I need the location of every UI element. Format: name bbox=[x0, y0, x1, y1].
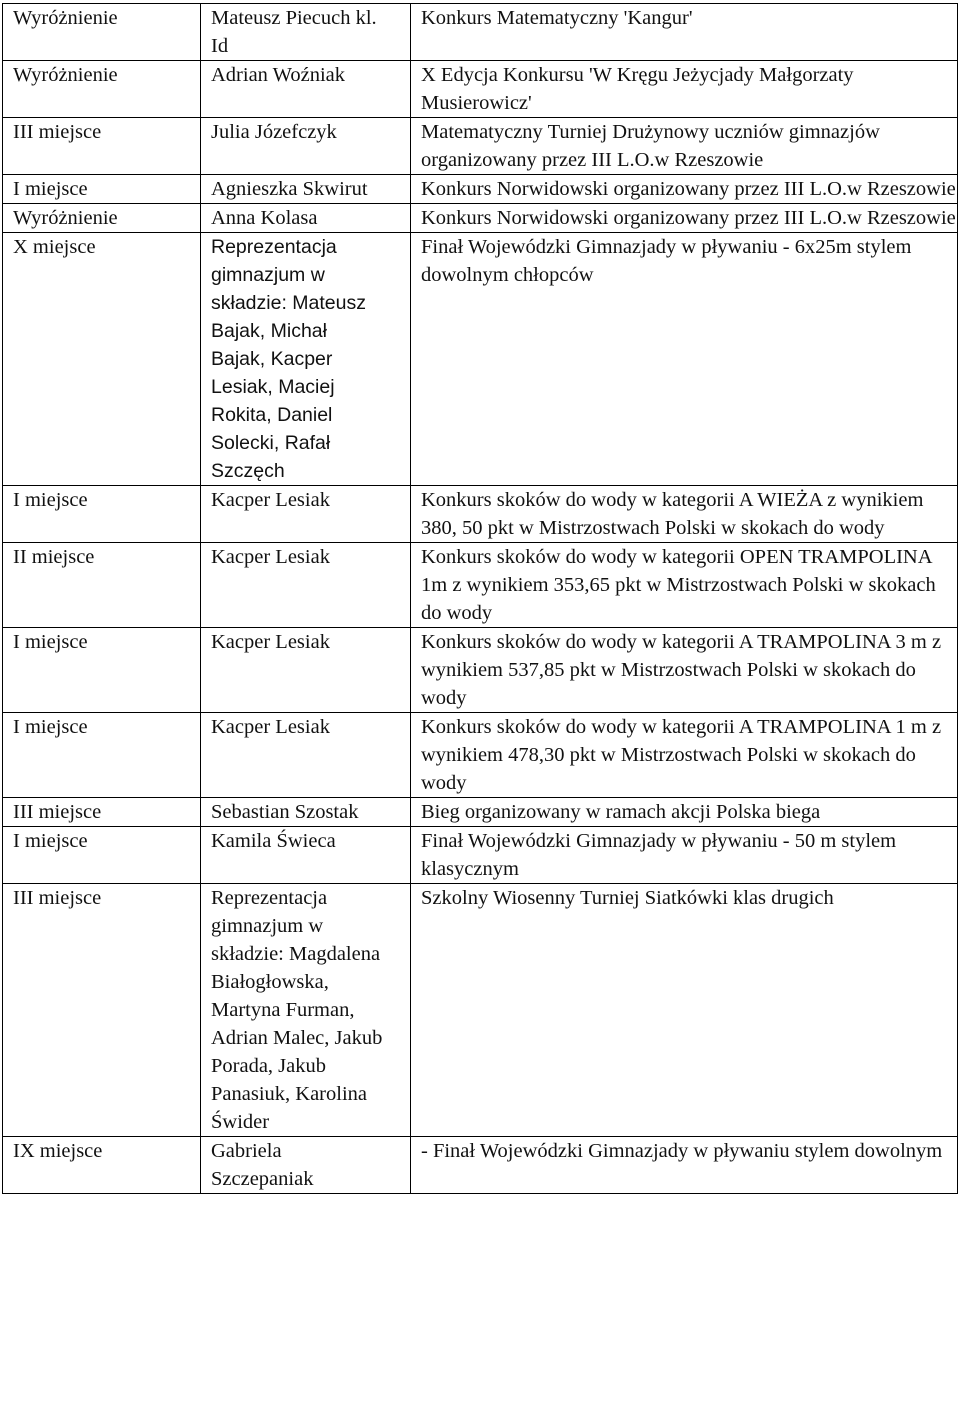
participant-name: Kacper Lesiak bbox=[211, 546, 330, 568]
event-text: Konkurs skoków do wody w kategorii A WIEŻA z wynikiem 380, 50 pkt w Mistrzostwach Polski w skokach do wody bbox=[421, 489, 924, 539]
participant-cell bbox=[201, 543, 411, 628]
table-row bbox=[3, 628, 958, 713]
event-cell bbox=[411, 884, 958, 1137]
participant-name: Julia Józefczyk bbox=[211, 121, 337, 143]
participant-name: Agnieszka Skwirut bbox=[211, 178, 368, 200]
table-row bbox=[3, 175, 958, 204]
place-cell: I miejsce bbox=[3, 175, 201, 204]
event-cell bbox=[411, 798, 958, 827]
place-cell: IX miejsce bbox=[3, 1137, 201, 1194]
event-text: Finał Wojewódzki Gimnazjady w pływaniu - 6x25m stylem dowolnym chłopców bbox=[421, 236, 912, 286]
participant-cell bbox=[201, 827, 411, 884]
table-row bbox=[3, 827, 958, 884]
place-cell: III miejsce bbox=[3, 884, 201, 1137]
event-text: Konkurs Norwidowski organizowany przez III L.O.w Rzeszowie bbox=[421, 207, 956, 229]
event-cell bbox=[411, 486, 958, 543]
event-cell: Konkurs Matematyczny 'Kangur' bbox=[411, 4, 958, 61]
participant-name: Kacper Lesiak bbox=[211, 631, 330, 653]
event-cell bbox=[411, 1137, 958, 1194]
event-cell bbox=[411, 175, 958, 204]
table-row bbox=[3, 4, 958, 61]
event-cell bbox=[411, 233, 958, 486]
table-row bbox=[3, 884, 958, 1137]
participant-cell bbox=[201, 798, 411, 827]
participant-cell bbox=[201, 118, 411, 175]
event-cell bbox=[411, 628, 958, 713]
table-row bbox=[3, 1137, 958, 1194]
participant-name: Adrian Woźniak bbox=[211, 64, 346, 86]
participant-cell bbox=[201, 486, 411, 543]
participant-name: Sebastian Szostak bbox=[211, 801, 359, 823]
event-text: Bieg organizowany w ramach akcji Polska biega bbox=[421, 801, 821, 823]
table-row bbox=[3, 118, 958, 175]
place-cell: I miejsce bbox=[3, 486, 201, 543]
place-cell: III miejsce bbox=[3, 118, 201, 175]
place-cell: I miejsce bbox=[3, 628, 201, 713]
place-cell: X miejsce bbox=[3, 233, 201, 486]
table-row bbox=[3, 543, 958, 628]
participant-cell bbox=[201, 175, 411, 204]
place-cell: I miejsce bbox=[3, 827, 201, 884]
participant-cell bbox=[201, 628, 411, 713]
participant-name: Kacper Lesiak bbox=[211, 716, 330, 738]
event-cell bbox=[411, 61, 958, 118]
participant-name: Gabriela Szczepaniak bbox=[211, 1140, 314, 1190]
place-cell: II miejsce bbox=[3, 543, 201, 628]
event-cell bbox=[411, 204, 958, 233]
event-cell bbox=[411, 118, 958, 175]
event-text: X Edycja Konkursu 'W Kręgu Jeżycjady Małgorzaty Musierowicz' bbox=[421, 64, 854, 114]
participant-name: Anna Kolasa bbox=[211, 207, 318, 229]
table-row bbox=[3, 798, 958, 827]
table-row bbox=[3, 204, 958, 233]
place-cell: III miejsce bbox=[3, 798, 201, 827]
participant-cell bbox=[201, 233, 411, 486]
place-cell: Wyróżnienie bbox=[3, 204, 201, 233]
participant-cell bbox=[201, 884, 411, 1137]
event-text: Matematyczny Turniej Drużynowy uczniów gimnazjów organizowany przez III L.O.w Rzeszowie bbox=[421, 121, 880, 171]
awards-table bbox=[2, 3, 958, 1194]
participant-cell bbox=[201, 713, 411, 798]
participant-name: Reprezentacja gimnazjum w składzie: Mateusz Bajak, Michał Bajak, Kacper Lesiak, Maciej Rokita, Daniel Solecki, Rafał Szczęch bbox=[211, 236, 366, 482]
participant-name: Kacper Lesiak bbox=[211, 489, 330, 511]
participant-cell bbox=[201, 4, 411, 61]
event-text: Finał Wojewódzki Gimnazjady w pływaniu - 50 m stylem klasycznym bbox=[421, 830, 897, 880]
place-cell: Wyróżnienie bbox=[3, 4, 201, 61]
participant-cell bbox=[201, 1137, 411, 1194]
event-text: Konkurs skoków do wody w kategorii OPEN TRAMPOLINA 1m z wynikiem 353,65 pkt w Mistrzostwach Polski w skokach do wody bbox=[421, 546, 936, 624]
event-cell bbox=[411, 543, 958, 628]
place-cell: I miejsce bbox=[3, 713, 201, 798]
event-text: Konkurs skoków do wody w kategorii A TRAMPOLINA 3 m z wynikiem 537,85 pkt w Mistrzostwach Polski w skokach do wody bbox=[421, 631, 942, 709]
participant-cell bbox=[201, 61, 411, 118]
event-text: - Finał Wojewódzki Gimnazjady w pływaniu stylem dowolnym bbox=[421, 1140, 943, 1162]
event-text: Konkurs Norwidowski organizowany przez III L.O.w Rzeszowie bbox=[421, 178, 956, 200]
participant-name: Reprezentacja gimnazjum w składzie: Magdalena Białogłowska, Martyna Furman, Adrian Malec, Jakub Porada, Jakub Panasiuk, Karolina Świder bbox=[211, 887, 383, 1133]
participant-name: Kamila Świeca bbox=[211, 830, 336, 852]
event-text: Szkolny Wiosenny Turniej Siatkówki klas drugich bbox=[421, 887, 834, 909]
participant-name: Mateusz Piecuch kl. Id bbox=[211, 7, 377, 57]
table-row bbox=[3, 713, 958, 798]
event-cell bbox=[411, 827, 958, 884]
place-cell: Wyróżnienie bbox=[3, 61, 201, 118]
participant-cell bbox=[201, 204, 411, 233]
table-row bbox=[3, 233, 958, 486]
event-cell bbox=[411, 713, 958, 798]
table-row bbox=[3, 61, 958, 118]
event-text: Konkurs skoków do wody w kategorii A TRAMPOLINA 1 m z wynikiem 478,30 pkt w Mistrzostwach Polski w skokach do wody bbox=[421, 716, 942, 794]
table-row bbox=[3, 486, 958, 543]
